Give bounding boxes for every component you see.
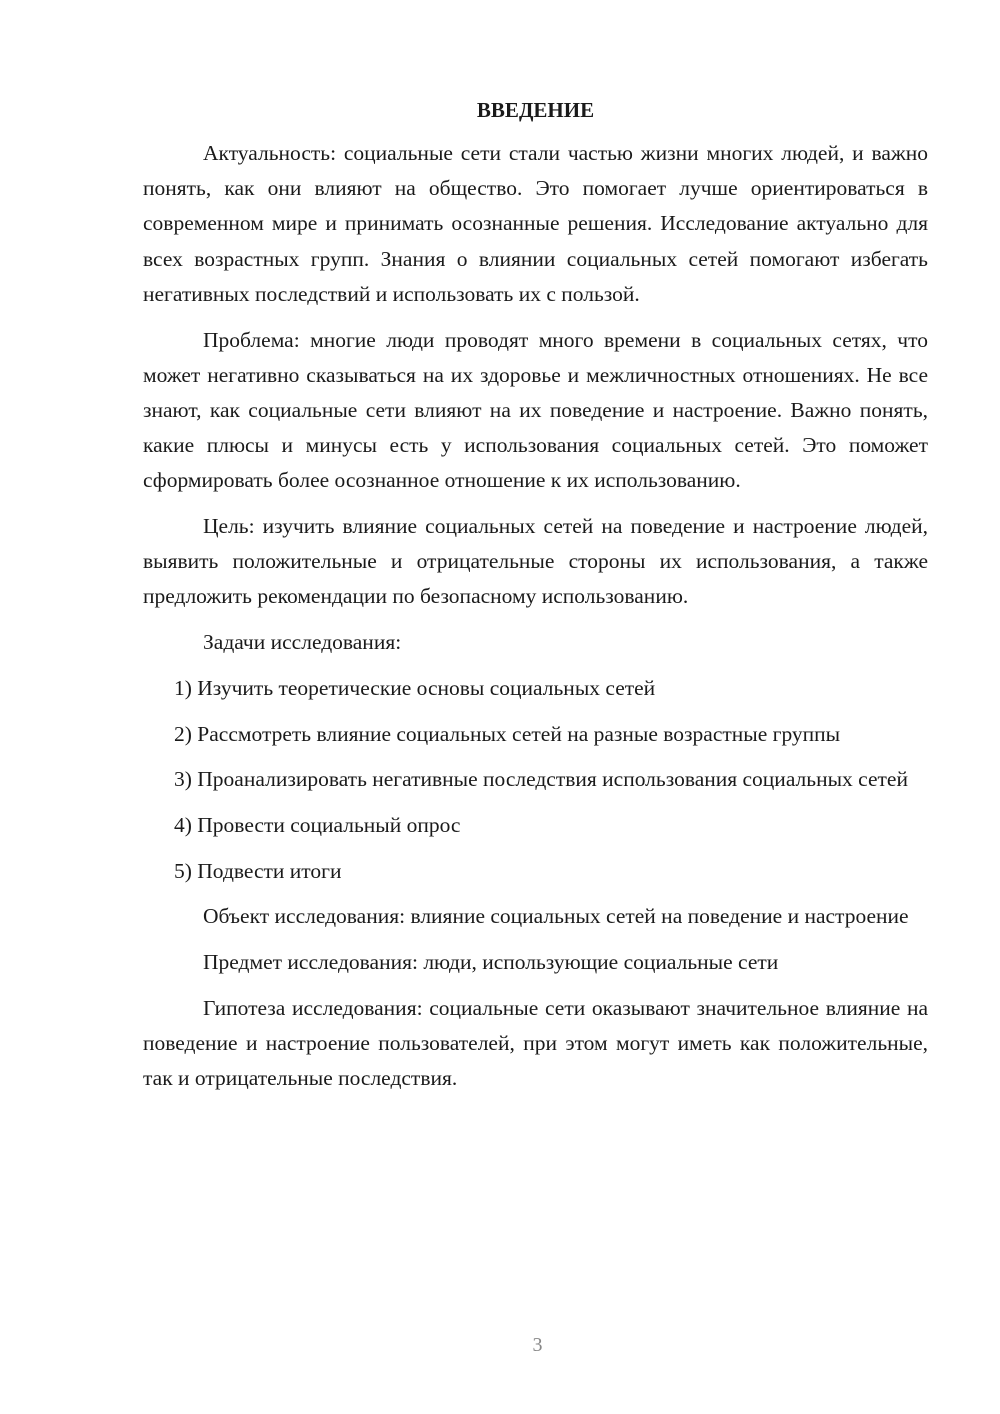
tasks-title: Задачи исследования:: [203, 630, 402, 655]
tasks-list: [143, 671, 928, 889]
paragraph-problem: Проблема: многие люди проводят много времени в социальных сетях, что может негативно сказываться на их здоровье и межличностных отношениях. Не все знают, как социальные сети влияют на их поведение и настроение. Важно понять, какие плюсы и минусы есть у использования социальных сетей. Это поможет сформировать более осознанное отношение к их использованию.: [143, 327, 928, 493]
list-item-task-5: 5) Подвести итоги: [174, 858, 342, 883]
paragraph-relevance: Актуальность: социальные сети стали частью жизни многих людей, и важно понять, как они влияют на общество. Это помогает лучше ориентироваться в современном мире и принимать осознанные решения. Исследование актуально для всех возрастных групп. Знания о влиянии социальных сетей помогают избегать негативных последствий и использовать их с пользой.: [143, 141, 928, 306]
list-item-task-4: 4) Провести социальный опрос: [174, 812, 461, 837]
list-item-task-3: 3) Проанализировать негативные последствия использования социальных сетей: [174, 767, 908, 792]
section-heading: ВВЕДЕНИЕ: [476, 98, 595, 122]
paragraph-hypothesis: Гипотеза исследования: социальные сети оказывают значительное влияние на поведение и настроение пользователей, при этом могут иметь как положительные, так и отрицательные последствия.: [143, 995, 928, 1091]
page-number: 3: [532, 1334, 543, 1356]
paragraph-goal: Цель: изучить влияние социальных сетей на поведение и настроение людей, выявить положительные и отрицательные стороны их использования, а также предложить рекомендации по безопасному использованию.: [143, 514, 928, 609]
paragraph-object: Объект исследования: влияние социальных сетей на поведение и настроение: [203, 904, 909, 929]
page-content: [143, 94, 928, 1107]
list-item-task-1: 1) Изучить теоретические основы социальных сетей: [174, 675, 656, 700]
list-item-task-2: 2) Рассмотреть влияние социальных сетей на разные возрастные группы: [174, 721, 841, 746]
paragraph-subject: Предмет исследования: люди, использующие социальные сети: [203, 950, 779, 975]
